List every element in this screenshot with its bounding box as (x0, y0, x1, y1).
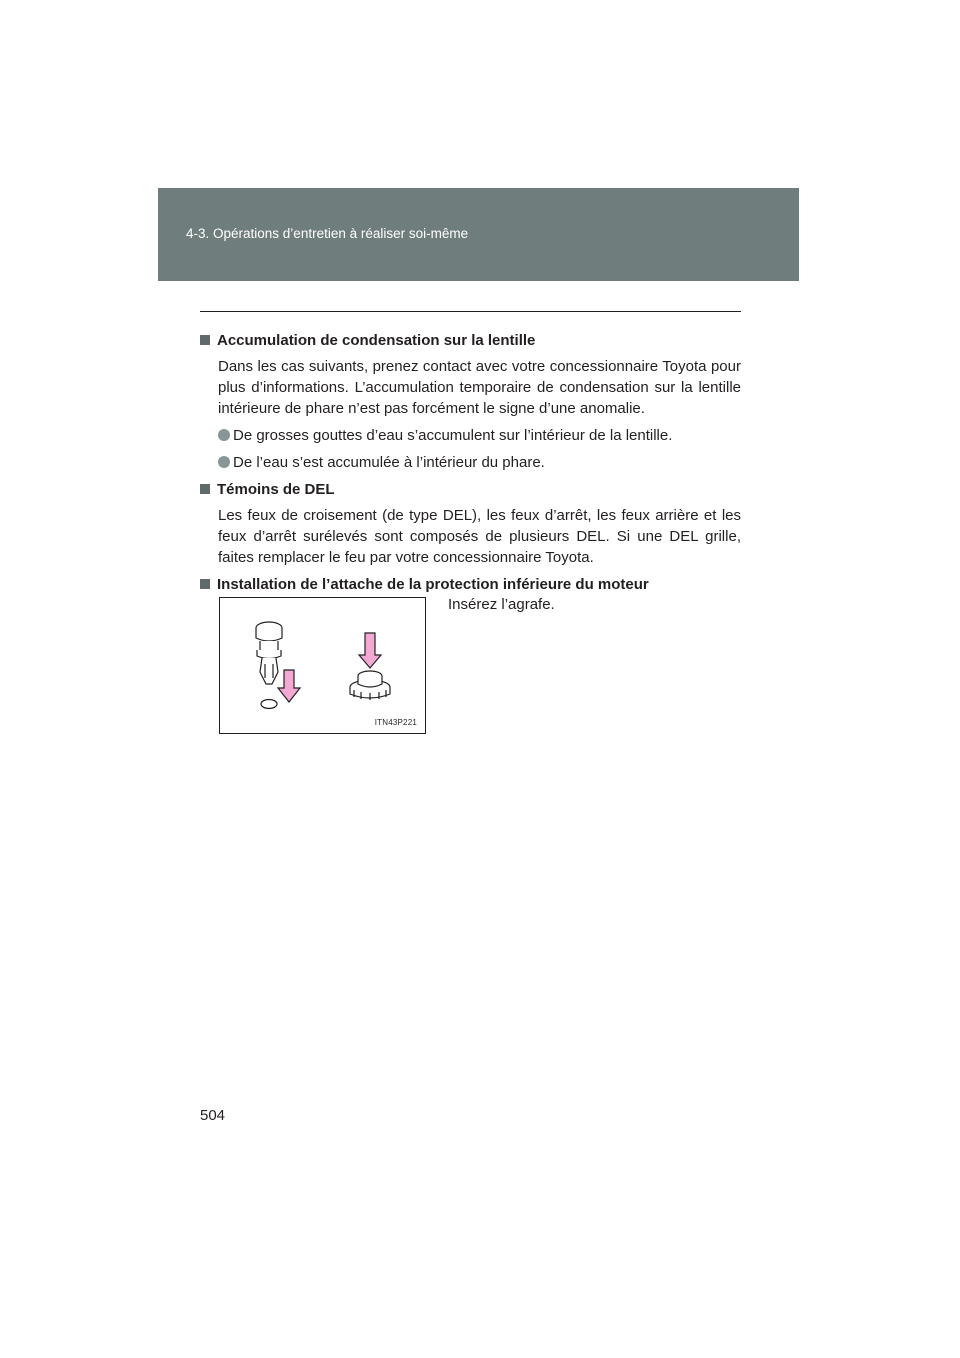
heading-square-icon (200, 335, 210, 345)
heading-text: Installation de l’attache de la protection inférieure du moteur (217, 576, 649, 593)
main-content (200, 330, 741, 600)
heading-text: Accumulation de condensation sur la lentille (217, 332, 536, 349)
clip-illustration (219, 597, 426, 734)
clip-illustration-svg (220, 598, 427, 735)
bullet-dot-icon (218, 429, 230, 441)
heading-led (200, 479, 741, 500)
page-number: 504 (200, 1107, 226, 1124)
installed-clip-icon (350, 671, 390, 700)
header-band (158, 188, 799, 281)
heading-square-icon (200, 579, 210, 589)
section-divider (200, 311, 741, 312)
section-title: 4-3. Opérations d’entretien à réaliser soi-même (186, 226, 469, 241)
bullet-text: De grosses gouttes d’eau s’accumulent sur l’intérieur de la lentille. (233, 427, 673, 444)
heading-square-icon (200, 484, 210, 494)
paragraph-led: Les feux de croisement (de type DEL), les feux d’arrêt, les feux arrière et les feux d’arrêt surélevés sont composés de plusieurs DEL. Si une DEL grille, faites remplacer le feu par votre concessionnaire Toyota. (218, 507, 741, 566)
bullet-dot-icon (218, 456, 230, 468)
heading-clip-installation (200, 574, 741, 595)
bullet-item (218, 425, 741, 446)
figure-code: ITN43P221 (374, 718, 417, 727)
hole-icon (261, 700, 277, 709)
heading-condensation (200, 330, 741, 351)
arrow-down-icon (359, 633, 381, 668)
arrow-down-icon (278, 670, 300, 702)
clip-icon (256, 622, 282, 684)
bullet-item (218, 452, 741, 473)
figure-caption: Insérez l’agrafe. (448, 596, 555, 613)
bullet-text: De l’eau s’est accumulée à l’intérieur du phare. (233, 454, 545, 471)
paragraph-condensation: Dans les cas suivants, prenez contact avec votre concessionnaire Toyota pour plus d’informations. L’accumulation temporaire de condensation sur la lentille intérieure de phare n’est pas forcément le signe d’une anomalie. (218, 358, 741, 417)
heading-text: Témoins de DEL (217, 481, 335, 498)
